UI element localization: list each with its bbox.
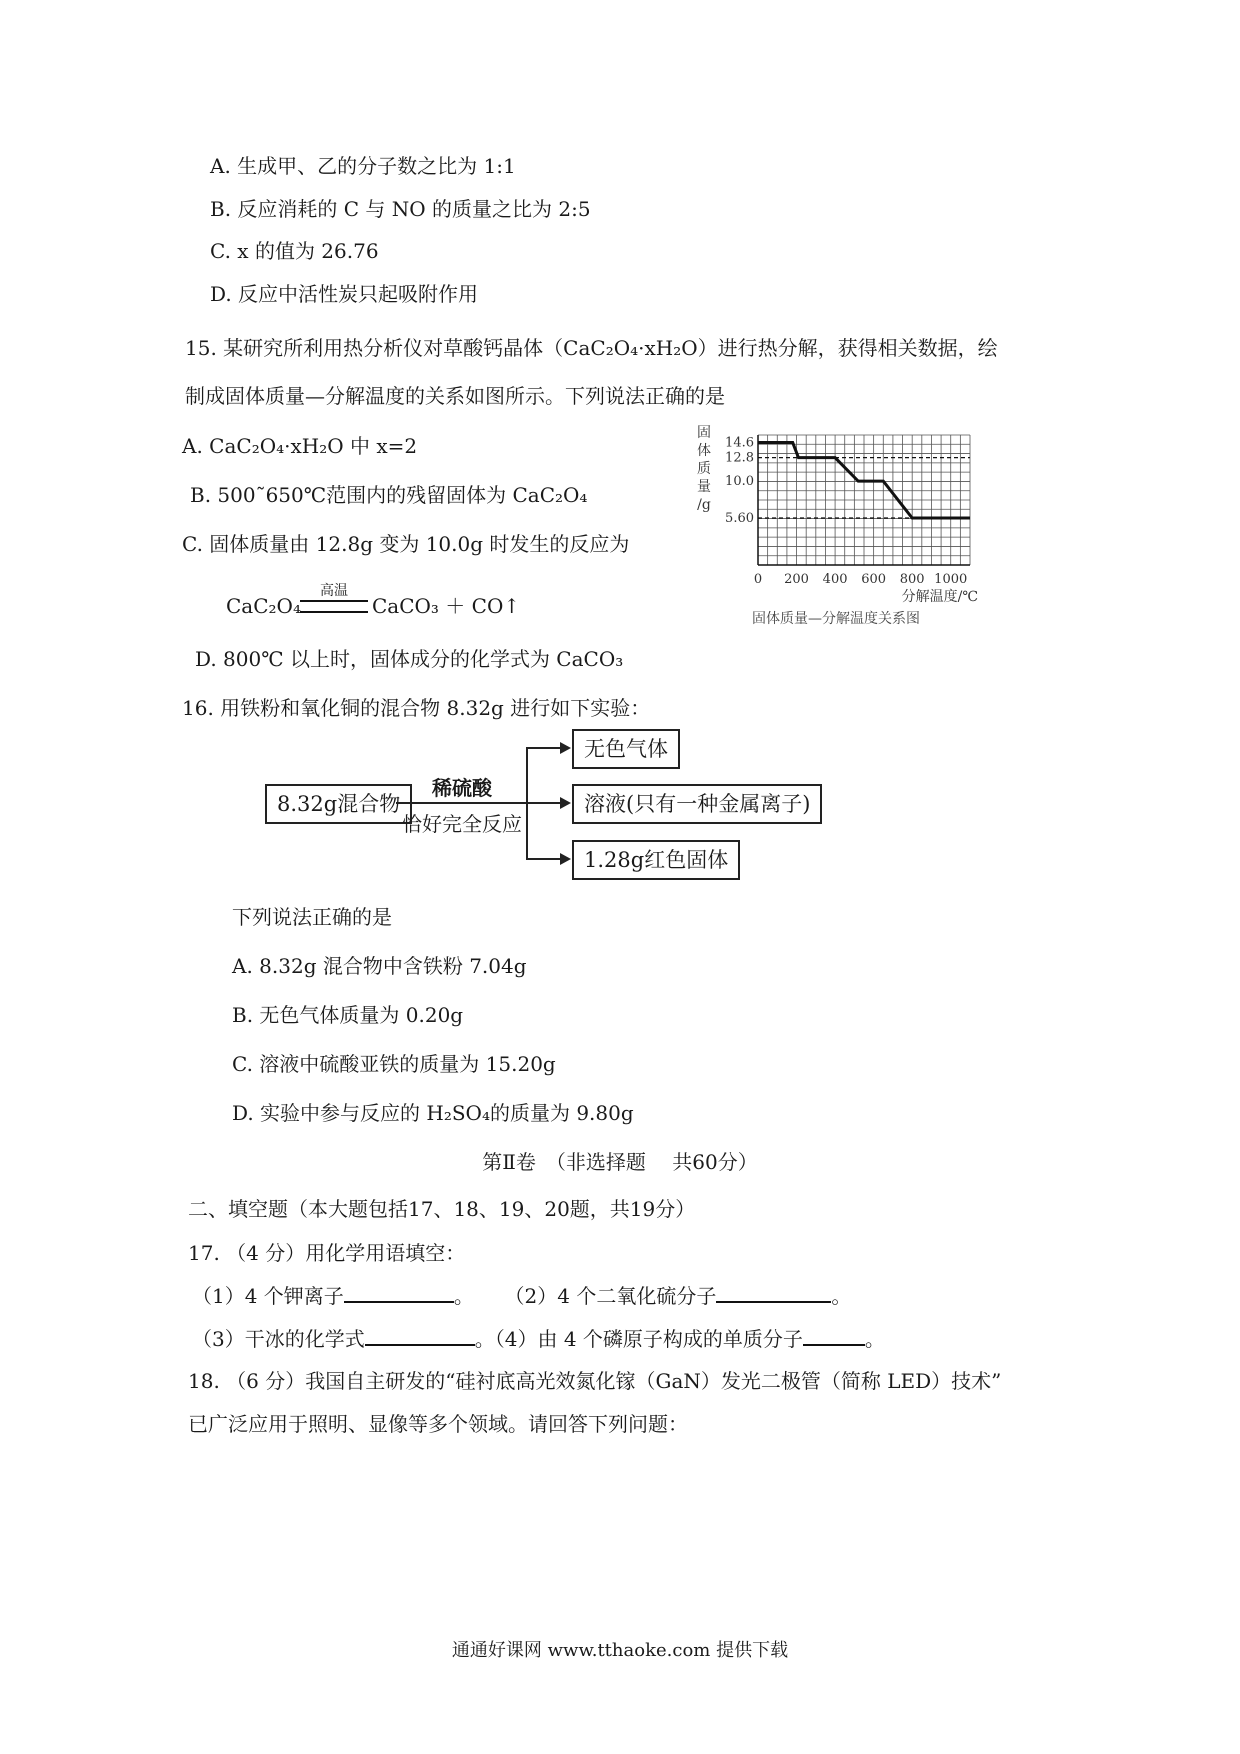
arrow-label-reagent: 稀硫酸 (432, 776, 492, 800)
q17-period1: 。 (453, 1284, 474, 1308)
x-tick-label: 200 (784, 572, 809, 587)
section2-title: 二、填空题（本大题包括17、18、19、20题，共19分） (188, 1197, 696, 1221)
equation-reactant: CaC₂O₄ (226, 594, 301, 618)
q16-prompt: 下列说法正确的是 (232, 905, 392, 929)
equation-double-line (300, 600, 368, 613)
q15-option-a: A. CaC₂O₄·xH₂O 中 x=2 (182, 434, 418, 458)
q14-option-d: D. 反应中活性炭只起吸附作用 (210, 282, 479, 306)
q15-stem-line2: 制成固体质量—分解温度的关系如图所示。下列说法正确的是 (185, 384, 725, 408)
q18-line1: 18. （6 分）我国自主研发的“硅衬底高光效氮化镓（GaN）发光二极管（简称 LED）技术” (188, 1369, 1002, 1393)
q14-option-a: A. 生成甲、乙的分子数之比为 1:1 (210, 154, 516, 178)
q15-option-b: B. 500˜650℃范围内的残留固体为 CaC₂O₄ (190, 483, 588, 507)
q17-row1 (192, 1281, 851, 1310)
box-gas: 无色气体 (572, 729, 680, 769)
y-tick-label: 5.60 (725, 511, 754, 527)
q17-blank1[interactable] (344, 1281, 454, 1303)
equation-products: CaCO₃ ＋ CO↑ (372, 594, 521, 618)
box-solution: 溶液(只有一种金属离子) (572, 784, 822, 824)
q17-period2: 。 (831, 1284, 852, 1308)
q18-line2: 已广泛应用于照明、显像等多个领域。请回答下列问题： (188, 1412, 688, 1436)
q17-blank2[interactable] (716, 1281, 831, 1303)
q14-option-c: C. x 的值为 26.76 (210, 239, 379, 263)
equation-condition: 高温 (320, 583, 348, 599)
y-axis-label-char: 量 (697, 479, 711, 495)
q17-item4: （4）由 4 个磷原子构成的单质分子 (494, 1327, 803, 1351)
arrow-label-condition: 恰好完全反应 (402, 812, 522, 836)
q17-item3: （3）干冰的化学式 (192, 1327, 365, 1351)
y-tick-label: 10.0 (725, 474, 754, 490)
x-tick-label: 400 (822, 572, 848, 587)
q16-option-b: B. 无色气体质量为 0.20g (232, 1003, 464, 1027)
box-mixture: 8.32g混合物 (265, 784, 412, 824)
q17-period4: 。 (864, 1327, 885, 1351)
chart-title: 固体质量—分解温度关系图 (752, 611, 920, 627)
arrowhead-bottom (560, 853, 571, 865)
x-tick-label: 600 (861, 572, 887, 587)
q16-option-c: C. 溶液中硫酸亚铁的质量为 15.20g (232, 1052, 556, 1076)
q17-item1: （1）4 个钾离子 (192, 1284, 344, 1308)
y-tick-label: 12.8 (725, 450, 754, 466)
q14-option-b: B. 反应消耗的 C 与 NO 的质量之比为 2:5 (210, 197, 591, 221)
x-tick-label: 1000 (934, 572, 968, 587)
q17-period3: 。 (474, 1327, 495, 1351)
y-axis-label-char: /g (697, 497, 711, 513)
q15-stem-line1: 15. 某研究所利用热分析仪对草酸钙晶体（CaC₂O₄·xH₂O）进行热分解，获得相关数据，绘 (185, 336, 998, 360)
q17-row2 (192, 1324, 885, 1353)
arrowhead-top (560, 742, 571, 754)
q17-stem: 17. （4 分）用化学用语填空： (188, 1241, 466, 1265)
q16-stem: 16. 用铁粉和氧化铜的混合物 8.32g 进行如下实验： (182, 696, 651, 720)
x-axis-label: 分解温度/℃ (901, 589, 978, 605)
y-axis-label-char: 固 (697, 425, 711, 441)
q17-blank4[interactable] (803, 1324, 865, 1346)
y-tick-label: 14.6 (725, 435, 754, 451)
q15-option-c: C. 固体质量由 12.8g 变为 10.0g 时发生的反应为 (182, 532, 630, 556)
q16-option-a: A. 8.32g 混合物中含铁粉 7.04g (232, 954, 527, 978)
q15-option-d: D. 800℃ 以上时，固体成分的化学式为 CaCO₃ (195, 647, 624, 671)
x-tick-label: 800 (899, 572, 925, 587)
box-solid: 1.28g红色固体 (572, 840, 740, 880)
page-footer: 通通好课网 www.tthaoke.com 提供下载 (451, 1640, 789, 1661)
q16-option-d: D. 实验中参与反应的 H₂SO₄的质量为 9.80g (232, 1101, 634, 1125)
y-axis-label-char: 体 (697, 443, 711, 459)
part2-title: 第Ⅱ卷 （非选择题 共60分） (482, 1150, 758, 1174)
x-tick-label: 0 (753, 572, 763, 587)
q17-blank3[interactable] (365, 1324, 475, 1346)
y-axis-label-char: 质 (697, 461, 711, 477)
main-arrow-line (396, 802, 526, 804)
q17-item2: （2）4 个二氧化硫分子 (504, 1284, 717, 1308)
arrowhead-middle (560, 797, 571, 809)
